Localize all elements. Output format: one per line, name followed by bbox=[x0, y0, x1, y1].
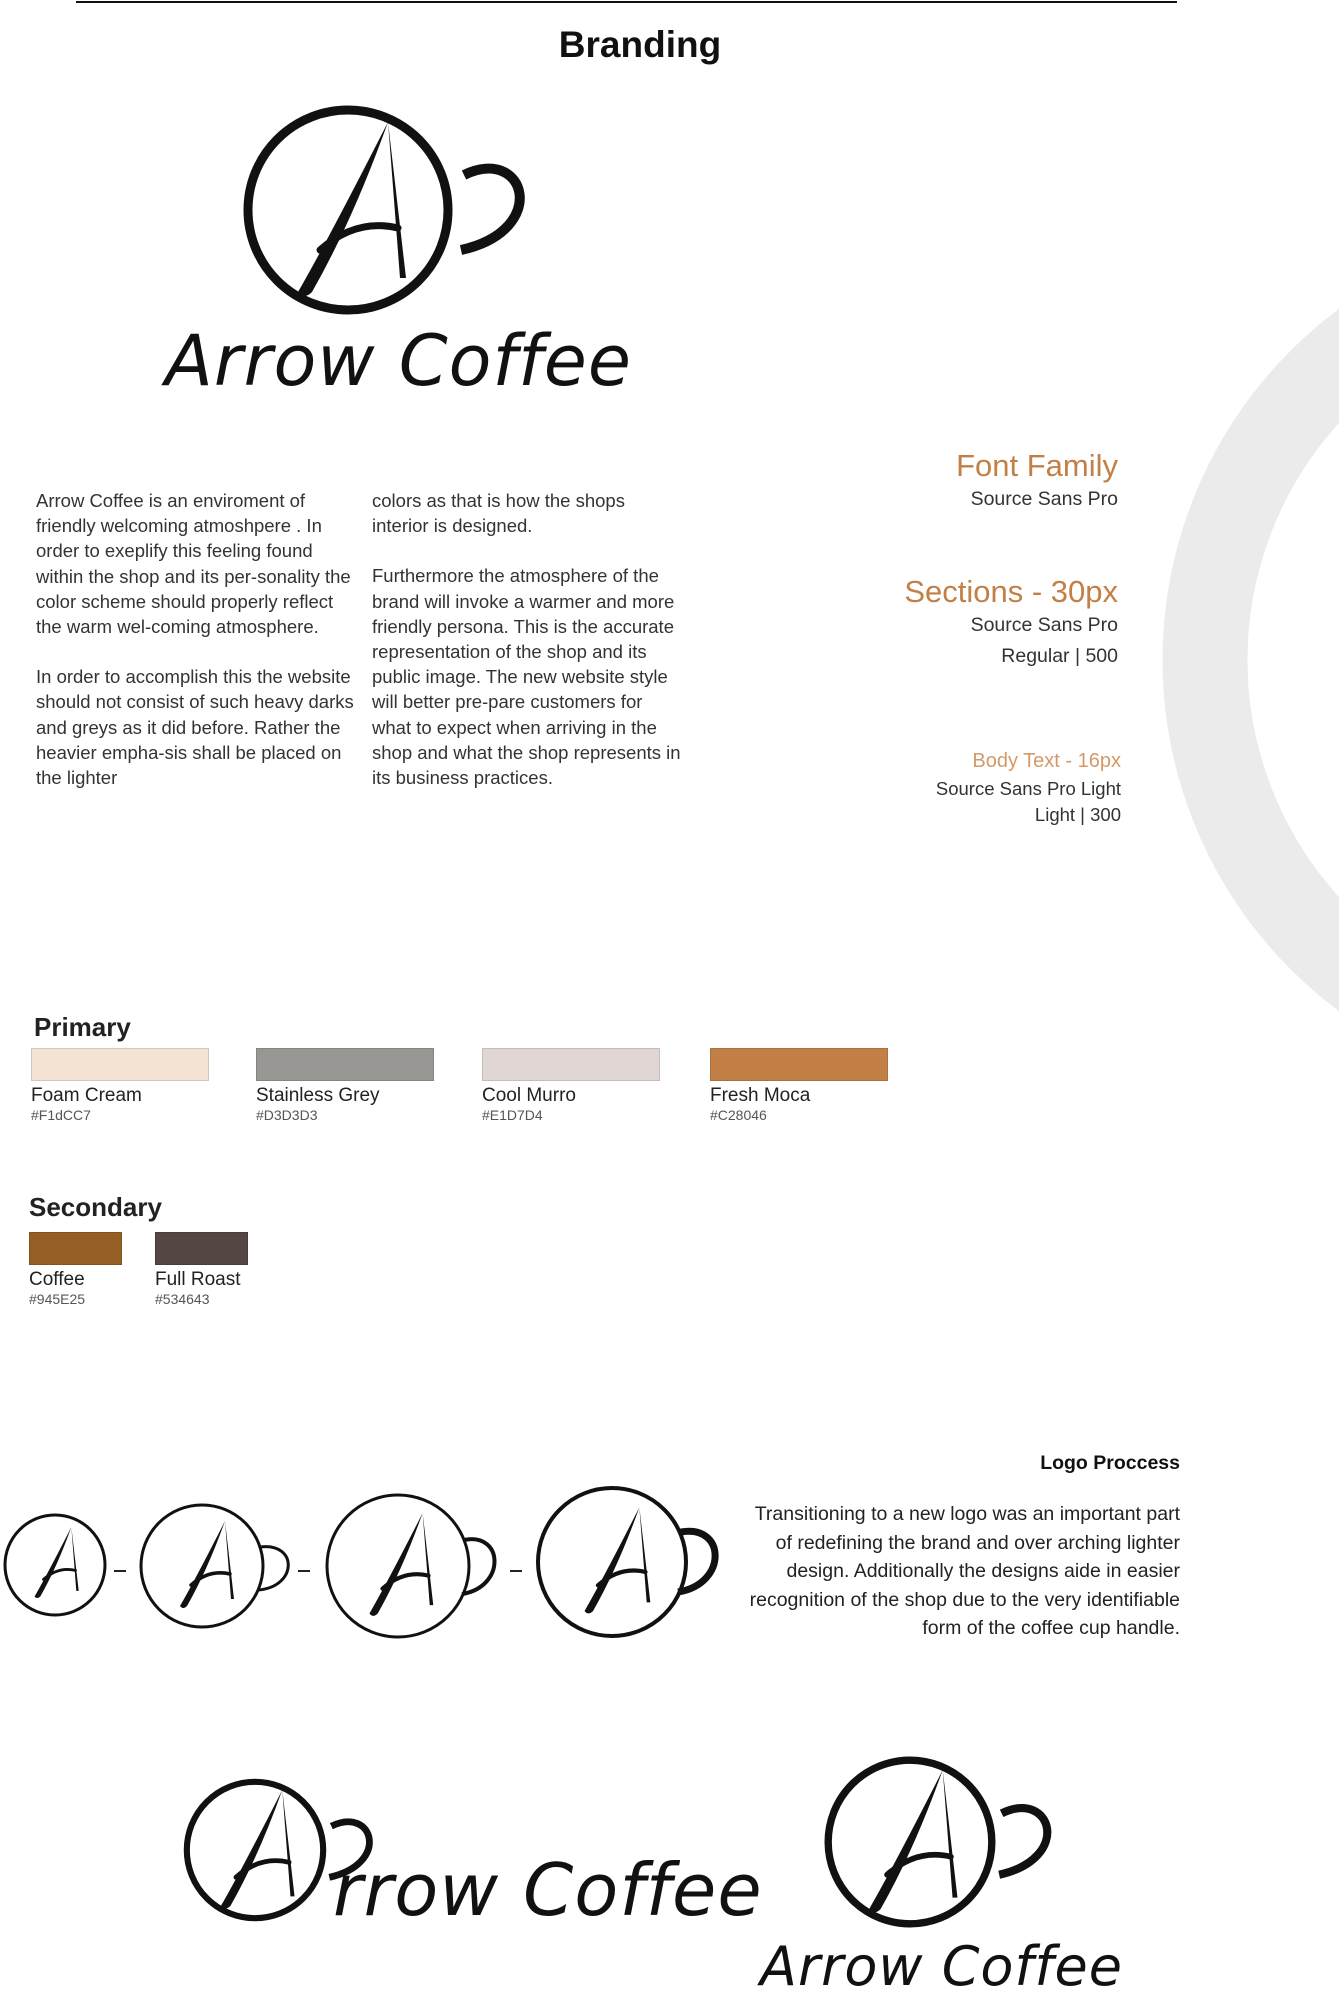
color-swatch bbox=[155, 1232, 248, 1265]
evolution-separator bbox=[298, 1570, 310, 1572]
intro-paragraph: In order to accomplish this the website should not consist of such heavy darks and greys as it did before. Rather the heavier empha-sis shall be placed on the lighter bbox=[36, 666, 354, 789]
color-name: Foam Cream bbox=[31, 1085, 142, 1106]
color-hex: #534643 bbox=[155, 1291, 210, 1307]
spec-weight: Regular | 500 bbox=[1001, 645, 1118, 667]
color-swatch-card bbox=[31, 1048, 209, 1123]
color-name: Stainless Grey bbox=[256, 1085, 380, 1106]
color-hex: #F1dCC7 bbox=[31, 1107, 91, 1123]
intro-paragraph: Furthermore the atmosphere of the brand will invoke a warmer and more friendly persona. This is the accurate representation of the shop and its public image. The new website style will better pre-pare customers for what to expect when arriving in the shop and what the shop represents in its business practices. bbox=[372, 565, 681, 789]
color-swatch-card bbox=[482, 1048, 660, 1123]
color-hex: #945E25 bbox=[29, 1291, 86, 1307]
color-swatch bbox=[31, 1048, 209, 1081]
color-hex: #D3D3D3 bbox=[256, 1107, 318, 1123]
horizontal-logo-wordmark: rrow Coffee bbox=[333, 1848, 763, 1932]
intro-column-2 bbox=[372, 488, 682, 815]
sections-spec bbox=[904, 574, 1118, 672]
intro-column-1 bbox=[36, 488, 356, 815]
logo-evolution-3 bbox=[324, 1492, 504, 1647]
horizontal-logo-mark bbox=[180, 1775, 330, 1925]
primary-palette-heading: Primary bbox=[34, 1012, 131, 1042]
intro-paragraph: colors as that is how the shops interior is designed. bbox=[372, 490, 625, 537]
stacked-logo-mark bbox=[820, 1752, 1050, 1932]
main-logo-mark bbox=[238, 100, 508, 320]
color-swatch bbox=[710, 1048, 888, 1081]
color-swatch-card bbox=[155, 1232, 248, 1307]
color-hex: #E1D7D4 bbox=[482, 1107, 543, 1123]
logo-evolution-2 bbox=[138, 1502, 298, 1637]
evolution-separator bbox=[510, 1570, 522, 1572]
color-name: Full Roast bbox=[155, 1269, 241, 1290]
page-title: Branding bbox=[558, 24, 722, 65]
color-swatch bbox=[29, 1232, 122, 1265]
color-name: Coffee bbox=[29, 1269, 85, 1290]
color-name: Cool Murro bbox=[482, 1085, 576, 1106]
color-swatch-card bbox=[710, 1048, 888, 1123]
secondary-palette-heading: Secondary bbox=[29, 1192, 162, 1222]
spec-heading: Body Text - 16px bbox=[972, 750, 1121, 772]
stacked-logo-wordmark: Arrow Coffee bbox=[760, 1935, 1123, 1998]
main-logo-wordmark: Arrow Coffee bbox=[165, 320, 632, 402]
color-swatch-card bbox=[29, 1232, 122, 1307]
logo-process-heading: Logo Proccess bbox=[1040, 1452, 1180, 1474]
spec-value: Source Sans Pro bbox=[970, 614, 1118, 636]
body-text-spec bbox=[936, 746, 1121, 828]
logo-evolution-4 bbox=[536, 1484, 736, 1649]
spec-weight: Light | 300 bbox=[1034, 804, 1121, 825]
decorative-arc bbox=[1100, 150, 1339, 1200]
color-swatch bbox=[256, 1048, 434, 1081]
color-swatch-card bbox=[256, 1048, 434, 1123]
color-hex: #C28046 bbox=[710, 1107, 767, 1123]
spec-heading: Font Family bbox=[956, 448, 1118, 483]
logo-process-text: Transitioning to a new logo was an important part of redefining the brand and over arching lighter design. Additionally the designs aide in easier recognition of the shop due to the very identifiable form of the coffee cup handle. bbox=[749, 1503, 1180, 1639]
evolution-separator bbox=[114, 1570, 126, 1572]
spec-value: Source Sans Pro bbox=[970, 488, 1118, 510]
top-rule bbox=[76, 1, 1177, 3]
spec-value: Source Sans Pro Light bbox=[935, 778, 1121, 799]
logo-evolution-1 bbox=[2, 1512, 108, 1623]
color-name: Fresh Moca bbox=[710, 1085, 811, 1106]
font-family-spec bbox=[956, 448, 1118, 515]
color-swatch bbox=[482, 1048, 660, 1081]
spec-heading: Sections - 30px bbox=[904, 574, 1118, 609]
intro-paragraph: Arrow Coffee is an enviroment of friendly welcoming atmoshpere . In order to exeplify this feeling found within the shop and its per-sonality the color scheme should properly reflect the warm wel-coming atmosphere. bbox=[36, 490, 351, 638]
